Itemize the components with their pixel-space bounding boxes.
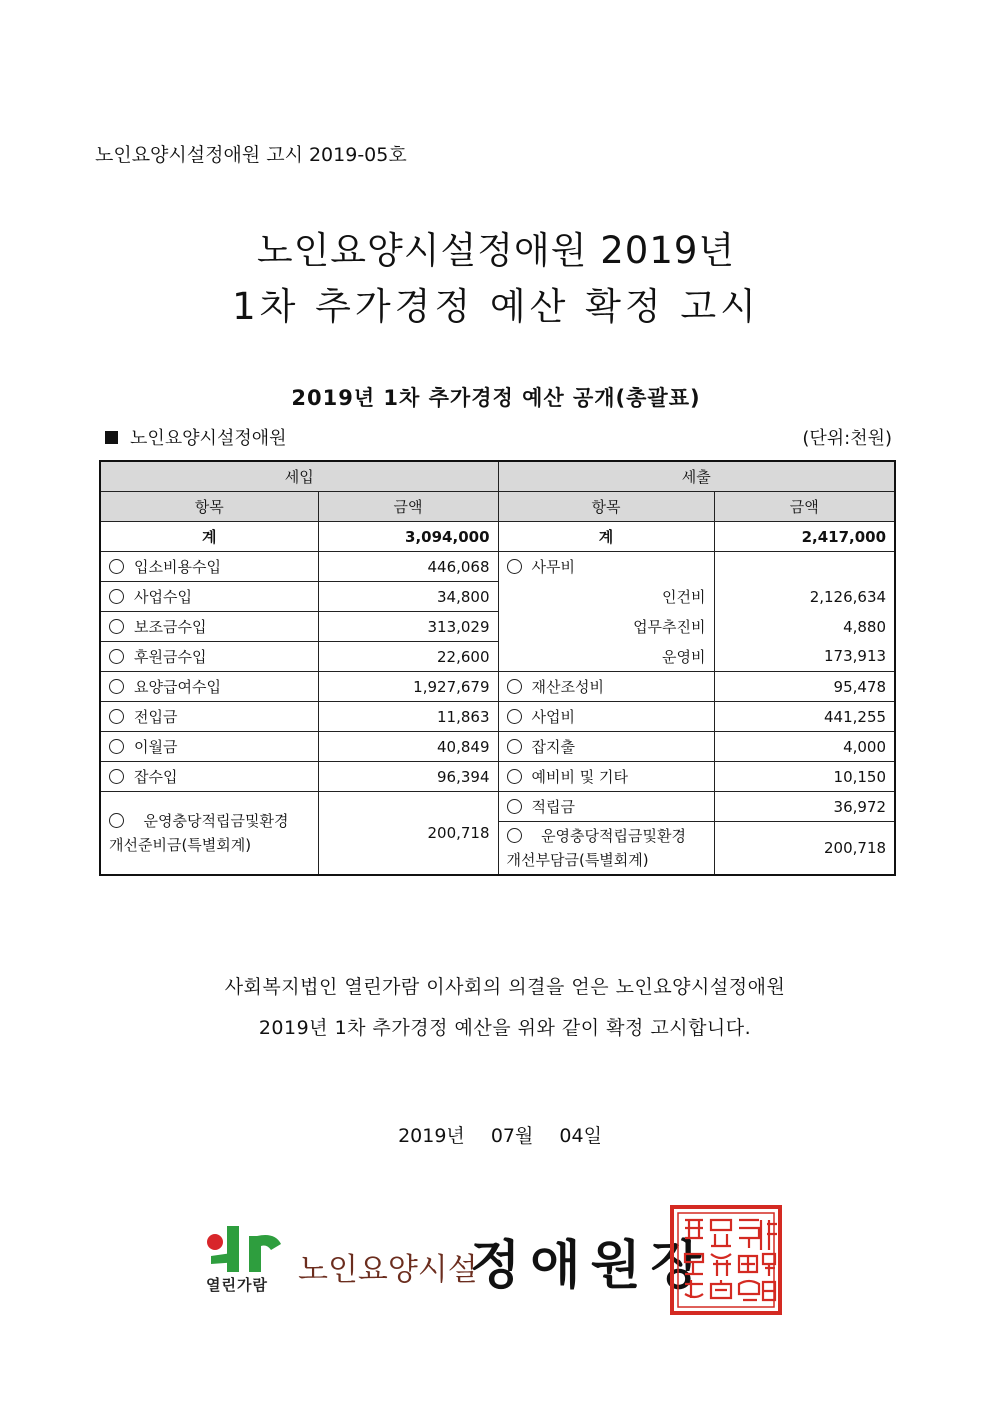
revenue-amount: 1,927,679 [318, 672, 498, 702]
expense-subitem: 인건비 [498, 582, 714, 612]
expense-item: 운영충당적립금및환경 개선부담금(특별회계) [498, 822, 714, 876]
circle-bullet-icon [109, 649, 124, 664]
table-row [100, 762, 895, 792]
revenue-item: 운영충당적립금및환경 개선준비금(특별회계) [100, 792, 318, 876]
revenue-amount: 11,863 [318, 702, 498, 732]
revenue-amount-header: 금액 [318, 492, 498, 522]
table-subtitle: 2019년 1차 추가경정 예산 공개(총괄표) [291, 386, 701, 410]
expense-item: 사업비 [498, 702, 714, 732]
revenue-item-header: 항목 [100, 492, 318, 522]
head-name: 정애원장 [470, 1236, 711, 1296]
expense-item: 잡지출 [498, 732, 714, 762]
expense-amount: 10,150 [714, 762, 895, 792]
circle-bullet-icon [507, 559, 522, 574]
revenue-amount: 446,068 [318, 552, 498, 582]
expense-subitem: 업무추진비 [498, 612, 714, 642]
table-row [100, 732, 895, 762]
notice-number: 노인요양시설정애원 고시 2019-05호 [95, 144, 407, 166]
expense-amount: 200,718 [714, 822, 895, 876]
expense-amount-header: 금액 [714, 492, 895, 522]
revenue-total-amount: 3,094,000 [318, 522, 498, 552]
expense-amount [714, 552, 895, 582]
expense-subitem: 운영비 [498, 642, 714, 672]
circle-bullet-icon [507, 828, 522, 843]
unit-label: (단위:천원) [802, 428, 892, 449]
circle-bullet-icon [109, 709, 124, 724]
revenue-header: 세입 [100, 461, 498, 492]
org-name: 노인요양시설정애원 [130, 428, 287, 449]
table-row [100, 642, 895, 672]
table-row [100, 792, 895, 822]
circle-bullet-icon [109, 589, 124, 604]
revenue-amount: 40,849 [318, 732, 498, 762]
total-row [100, 522, 895, 552]
revenue-amount: 96,394 [318, 762, 498, 792]
document-title-line2: 1차 추가경정 예산 확정 고시 [232, 285, 760, 328]
date-year: 2019년 [398, 1125, 465, 1147]
expense-item: 적립금 [498, 792, 714, 822]
table-row [100, 702, 895, 732]
circle-bullet-icon [507, 739, 522, 754]
table-row [100, 672, 895, 702]
circle-bullet-icon [109, 739, 124, 754]
circle-bullet-icon [507, 709, 522, 724]
table-row [100, 612, 895, 642]
revenue-amount: 200,718 [318, 792, 498, 876]
revenue-item: 잡수입 [100, 762, 318, 792]
logo-text: 열린가람 [206, 1276, 268, 1294]
revenue-amount: 34,800 [318, 582, 498, 612]
circle-bullet-icon [109, 679, 124, 694]
revenue-item: 사업수입 [100, 582, 318, 612]
table-row [100, 552, 895, 582]
date-month: 07월 [490, 1125, 534, 1147]
expense-amount: 173,913 [714, 642, 895, 672]
expense-total-label: 계 [498, 522, 714, 552]
revenue-amount: 22,600 [318, 642, 498, 672]
revenue-item: 전입금 [100, 702, 318, 732]
revenue-total-label: 계 [100, 522, 318, 552]
expense-amount: 4,000 [714, 732, 895, 762]
circle-bullet-icon [507, 679, 522, 694]
revenue-amount: 313,029 [318, 612, 498, 642]
table-header-row [100, 461, 895, 492]
expense-header: 세출 [498, 461, 895, 492]
expense-item: 재산조성비 [498, 672, 714, 702]
circle-bullet-icon [109, 619, 124, 634]
circle-bullet-icon [109, 559, 124, 574]
expense-item-header: 항목 [498, 492, 714, 522]
expense-amount: 4,880 [714, 612, 895, 642]
official-seal-icon [669, 1204, 783, 1316]
expense-total-amount: 2,417,000 [714, 522, 895, 552]
expense-amount: 95,478 [714, 672, 895, 702]
facility-type: 노인요양시설 [298, 1252, 478, 1288]
circle-bullet-icon [507, 799, 522, 814]
body-text-line1: 사회복지법인 열린가람 이사회의 의결을 얻은 노인요양시설정애원 [224, 976, 786, 998]
expense-item: 예비비 및 기타 [498, 762, 714, 792]
revenue-item: 요양급여수입 [100, 672, 318, 702]
circle-bullet-icon [507, 769, 522, 784]
revenue-item: 후원금수입 [100, 642, 318, 672]
expense-item: 사무비 [498, 552, 714, 582]
square-bullet-icon [105, 431, 118, 444]
budget-summary-table [99, 460, 896, 876]
circle-bullet-icon [109, 769, 124, 784]
revenue-item: 입소비용수입 [100, 552, 318, 582]
revenue-item: 보조금수입 [100, 612, 318, 642]
expense-amount: 441,255 [714, 702, 895, 732]
table-subheader-row [100, 492, 895, 522]
document-title-line1: 노인요양시설정애원 2019년 [256, 229, 736, 272]
revenue-item: 이월금 [100, 732, 318, 762]
expense-amount: 36,972 [714, 792, 895, 822]
expense-amount: 2,126,634 [714, 582, 895, 612]
org-label [105, 424, 287, 450]
circle-bullet-icon [109, 813, 124, 828]
table-row [100, 582, 895, 612]
body-text-line2: 2019년 1차 추가경정 예산을 위와 같이 확정 고시합니다. [258, 1017, 752, 1039]
notice-date [0, 1121, 992, 1148]
date-day: 04일 [559, 1125, 602, 1147]
